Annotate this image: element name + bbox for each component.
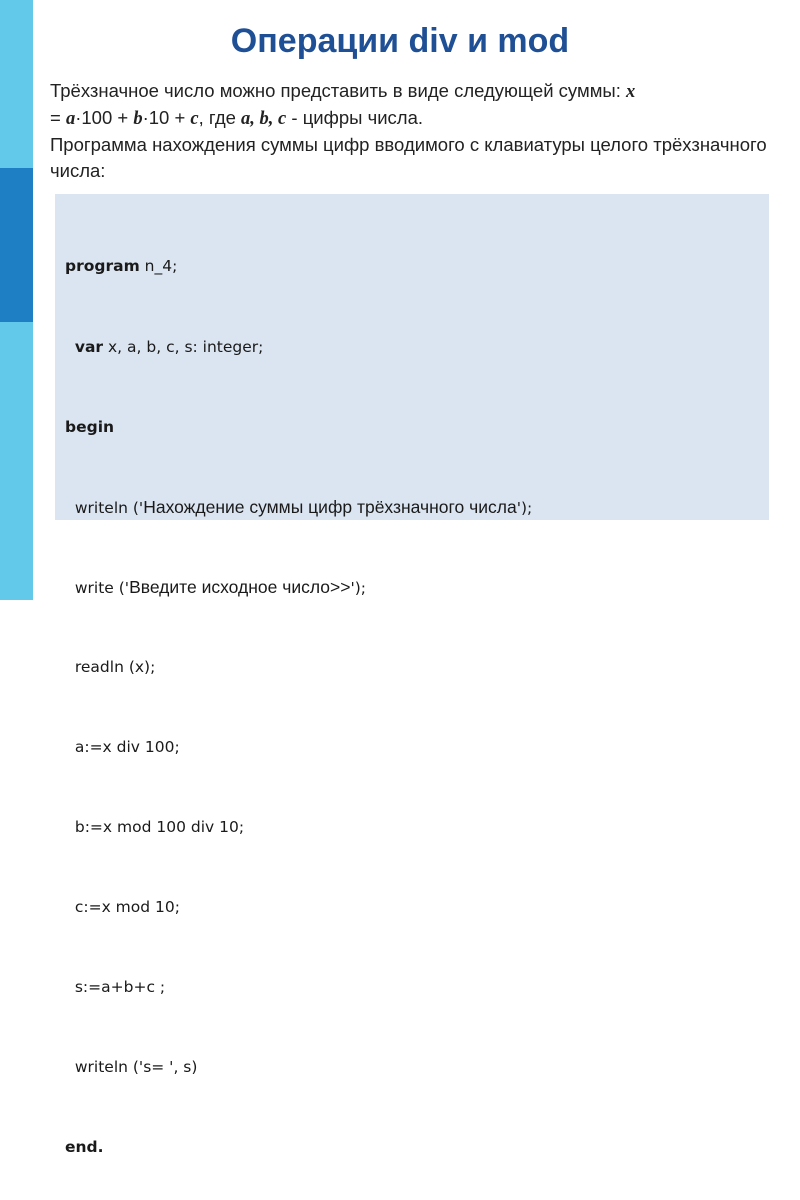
math-vars-abc: a, b, c <box>241 109 287 129</box>
code-fragment: write (' <box>65 578 130 597</box>
keyword: begin <box>65 417 115 436</box>
page-title: Операции div и mod <box>230 22 570 60</box>
code-text <box>65 200 532 1200</box>
math-var-c: c <box>190 109 199 129</box>
code-line: writeln ('s= ', s) <box>65 1058 198 1077</box>
text-fragment: = <box>50 107 66 128</box>
string-literal: Нахождение суммы цифр трёхзначного числа <box>143 496 517 517</box>
math-var-x: x <box>626 82 636 102</box>
string-literal: Введите исходное число>> <box>129 576 351 597</box>
left-accent-bar-dark-segment <box>0 168 33 322</box>
code-line: c:=x mod 10; <box>65 898 180 917</box>
code-fragment: writeln (' <box>65 498 144 517</box>
keyword: end. <box>65 1138 104 1157</box>
keyword: program <box>65 257 140 276</box>
code-line <box>65 414 532 441</box>
math-var-b: b <box>133 109 143 129</box>
code-fragment: n_4; <box>139 257 178 276</box>
text-fragment: Трёхзначное число можно представить в виде следующей суммы: <box>50 80 626 101</box>
math-var-a: a <box>65 109 76 129</box>
code-indent <box>65 338 75 356</box>
code-fragment: '); <box>350 578 366 597</box>
code-line <box>65 253 532 280</box>
description <box>50 78 780 184</box>
code-line <box>65 494 532 521</box>
code-line <box>65 334 532 361</box>
code-line <box>65 574 532 601</box>
description-paragraph-1 <box>50 78 780 132</box>
code-listing <box>55 194 769 1157</box>
code-fragment: x, a, b, c, s: integer; <box>103 337 264 356</box>
description-paragraph-2: Программа нахождения суммы цифр вводимого с клавиатуры целого трёхзначного числа: <box>50 134 767 181</box>
code-line: a:=x div 100; <box>65 737 180 756</box>
code-line: readln (x); <box>65 657 156 676</box>
code-fragment: '); <box>516 498 533 517</box>
keyword: var <box>74 337 104 356</box>
text-fragment: ·10 + <box>142 107 191 128</box>
code-line: s:=a+b+c ; <box>65 978 166 997</box>
text-fragment: ·100 + <box>75 107 134 128</box>
text-fragment: - цифры числа. <box>286 107 424 128</box>
left-accent-bar <box>0 0 33 600</box>
text-fragment: , где <box>198 107 242 128</box>
code-line <box>65 1134 532 1161</box>
code-line: b:=x mod 100 div 10; <box>65 818 245 837</box>
